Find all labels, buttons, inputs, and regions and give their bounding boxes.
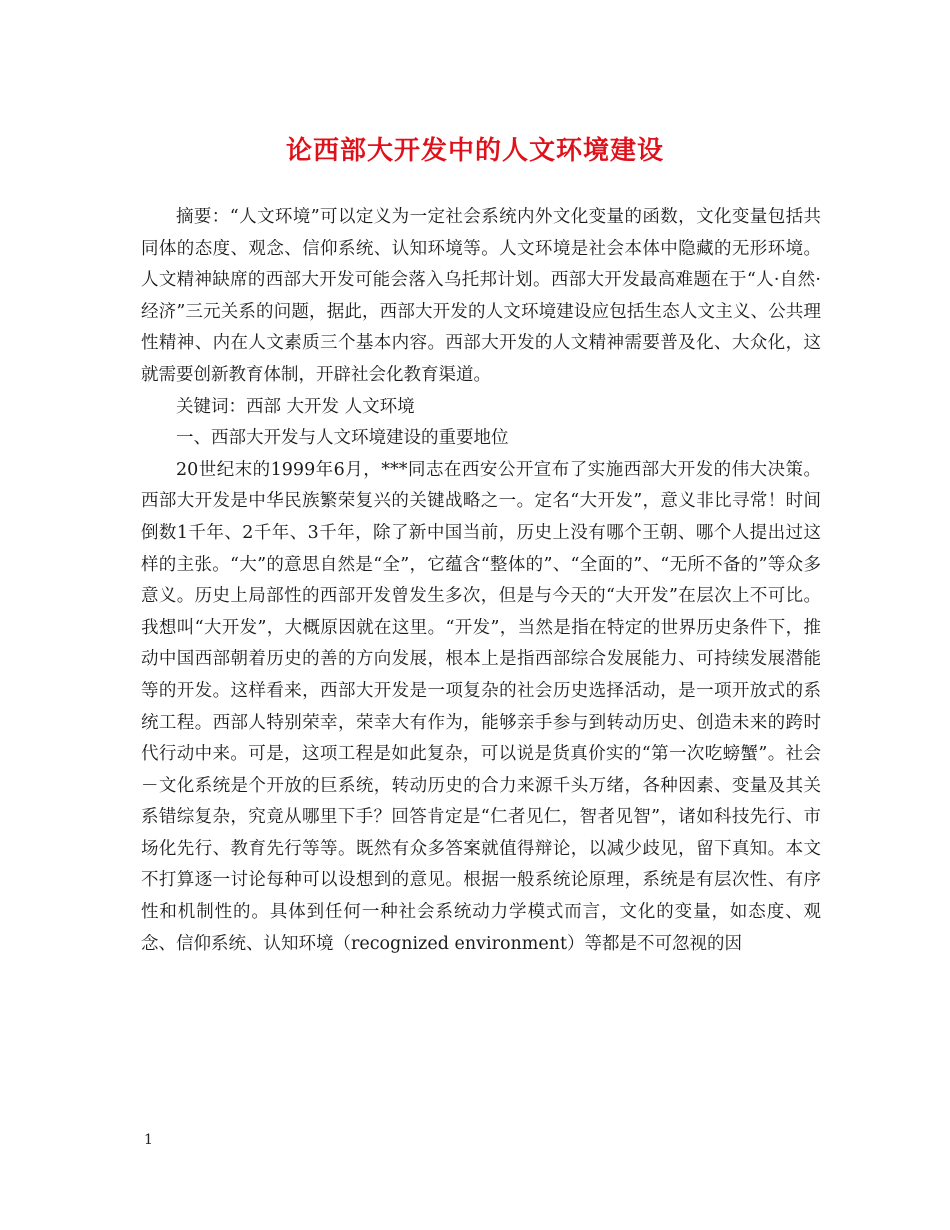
keywords-line: 关键词：西部 大开发 人文环境 xyxy=(176,396,415,417)
body-paragraph: 20世纪末的1999年6月，***同志在西安公开宣布了实施西部大开发的伟大决策。西部大开发是中华民族繁荣复兴的关键战略之一。定名“大开发”，意义非比寻常！时间倒数1千年、2千年、3千年，除了新中国当前，历史上没有哪个王朝、哪个人提出过这样的主张。“大”的意思自然是“全”，它蕴含“整体的”、“全面的”、“无所不备的”等众多意义。历史上局部性的西部开发曾发生多次，但是与今天的“大开发”在层次上不可比。我想叫“大开发”，大概原因就在这里。“开发”，当然是指在特定的世界历史条件下，推动中国西部朝着历史的善的方向发展，根本上是指西部综合发展能力、可持续发展潜能等的开发。这样看来，西部大开发是一项复杂的社会历史选择活动，是一项开放式的系统工程。西部人特别荣幸，荣幸大有作为，能够亲手参与到转动历史、创造未来的跨时代行动中来。可是，这项工程是如此复杂，可以说是货真价实的“第一次吃螃蟹”。社会－文化系统是个开放的巨系统，转动历史的合力来源千头万绪，各种因素、变量及其关系错综复杂，究竟从哪里下手？回答肯定是“仁者见仁，智者见智”，诸如科技先行、市场化先行、教育先行等等。既然有众多答案就值得辩论，以减少歧见，留下真知。本文不打算逐一讨论每种可以设想到的意见。根据一般系统论原理，系统是有层次性、有序性和机制性的。具体到任何一种社会系统动力学模式而言，文化的变量，如态度、观念、信仰系统、认知环境（recognized environment）等都是不可忽视的因 xyxy=(141,459,821,954)
document-body xyxy=(141,202,821,960)
section-heading: 一、西部大开发与人文环境建设的重要地位 xyxy=(176,428,509,449)
abstract-paragraph: 摘要：“人文环境”可以定义为一定社会系统内外文化变量的函数，文化变量包括共同体的态度、观念、信仰系统、认知环境等。人文环境是社会本体中隐藏的无形环境。人文精神缺席的西部大开发可能会落入乌托邦计划。西部大开发最高难题在于“人·自然·经济”三元关系的问题，据此，西部大开发的人文环境建设应包括生态人文主义、公共理性精神、内在人文素质三个基本内容。西部大开发的人文精神需要普及化、大众化，这就需要创新教育体制，开辟社会化教育渠道。 xyxy=(141,207,821,385)
document-title: 论西部大开发中的人文环境建设 xyxy=(285,136,664,166)
page-number: 1 xyxy=(144,1132,153,1148)
